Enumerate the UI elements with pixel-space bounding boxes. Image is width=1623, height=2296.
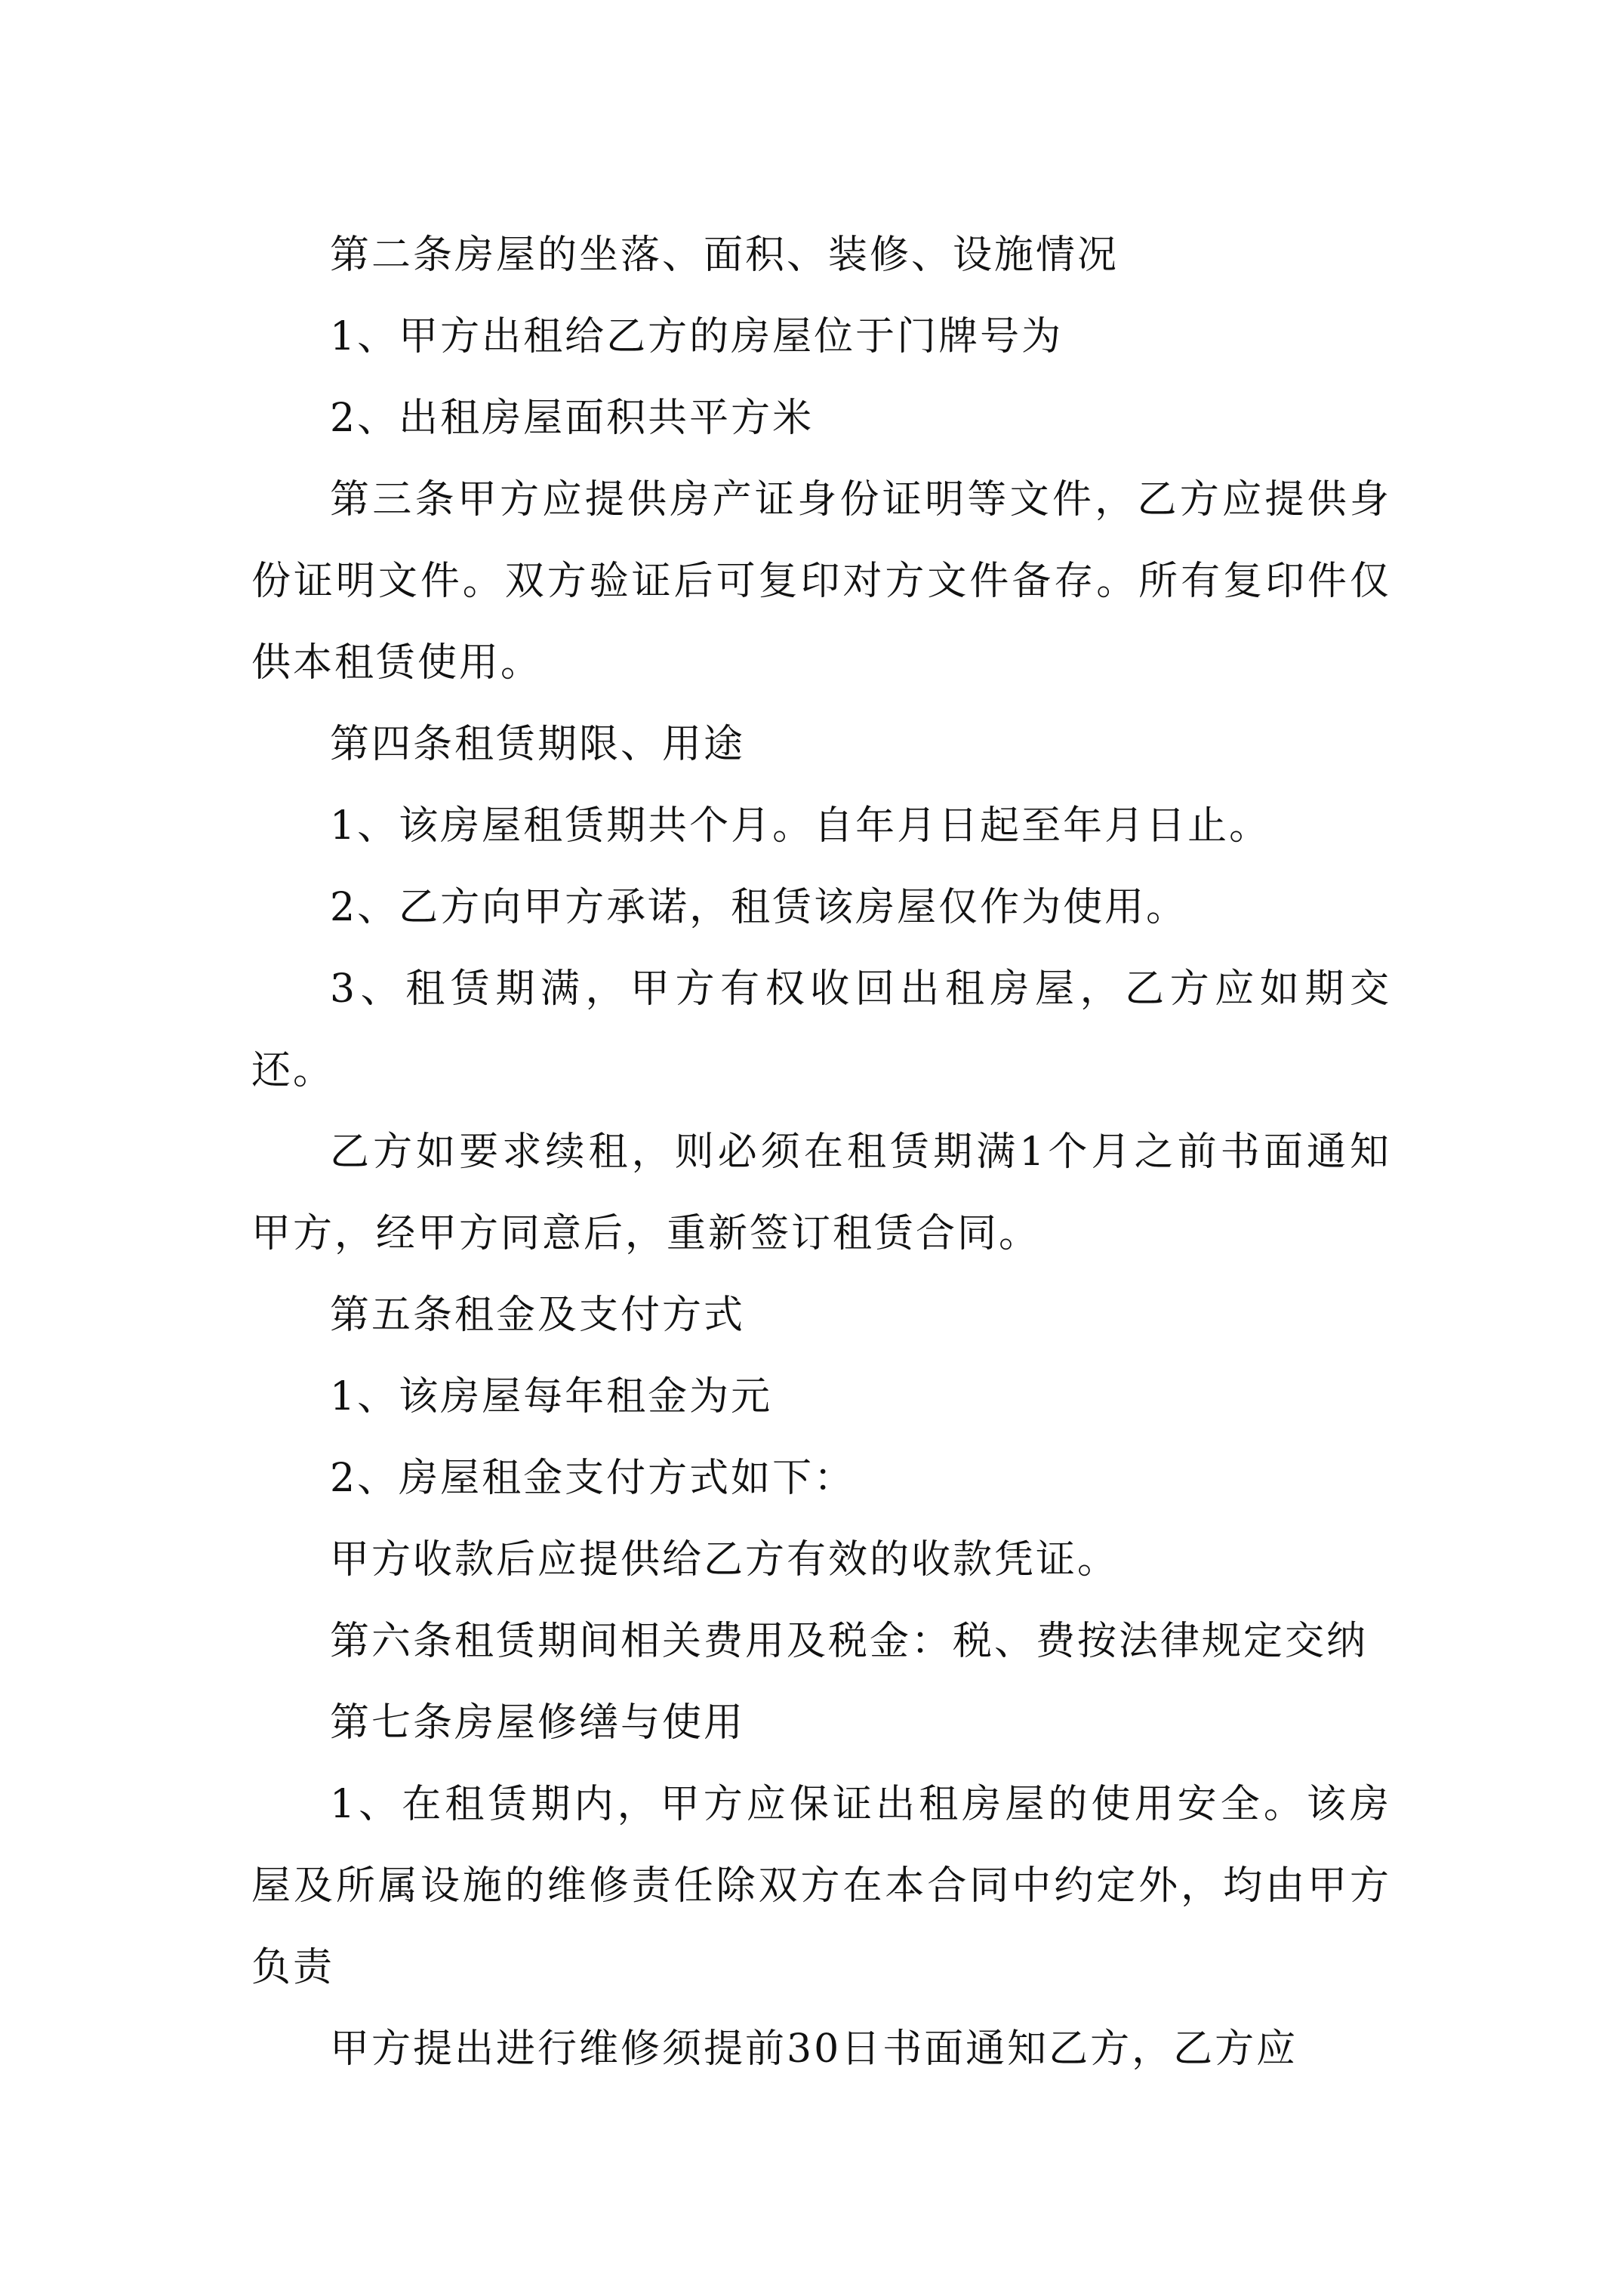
section-heading-6: 第六条租赁期间相关费用及税金：税、费按法律规定交纳: [330, 1619, 1369, 1664]
paragraph-location: 1、甲方出租给乙方的房屋位于门牌号为: [330, 314, 1064, 359]
paragraph-area: 2、出租房屋面积共平方米: [330, 396, 815, 441]
paragraph-repair-notice: 甲方提出进行维修须提前30日书面通知乙方，乙方应: [330, 2026, 1298, 2072]
paragraph-payment: 2、房屋租金支付方式如下：: [330, 1456, 856, 1501]
paragraph-renewal: 乙方如要求续租，则必须在租赁期满1个月之前书面通知甲方，经甲方同意后，重新签订租赁合同。: [251, 1130, 1391, 1256]
section-heading-7: 第七条房屋修缮与使用: [330, 1700, 746, 1746]
paragraph-documents: 第三条甲方应提供房产证身份证明等文件，乙方应提供身份证明文件。双方验证后可复印对方文件备存。所有复印件仅供本租赁使用。: [251, 477, 1391, 686]
paragraph-expiry: 3、租赁期满，甲方有权收回出租房屋，乙方应如期交还。: [251, 966, 1391, 1093]
paragraph-receipt: 甲方收款后应提供给乙方有效的收款凭证。: [330, 1537, 1119, 1583]
paragraph-term: 1、该房屋租赁期共个月。自年月日起至年月日止。: [330, 803, 1271, 849]
paragraph-rent: 1、该房屋每年租金为元: [330, 1374, 773, 1419]
paragraph-repair-responsibility: 1、在租赁期内，甲方应保证出租房屋的使用安全。该房屋及所属设施的维修责任除双方在本合同中约定外，均由甲方负责: [251, 1782, 1391, 1990]
section-heading-2: 第二条房屋的坐落、面积、装修、设施情况: [330, 233, 1119, 278]
section-heading-4: 第四条租赁期限、用途: [330, 722, 746, 767]
section-heading-5: 第五条租金及支付方式: [330, 1293, 746, 1338]
document-body: [251, 214, 1391, 2090]
paragraph-purpose: 2、乙方向甲方承诺，租赁该房屋仅作为使用。: [330, 885, 1188, 930]
